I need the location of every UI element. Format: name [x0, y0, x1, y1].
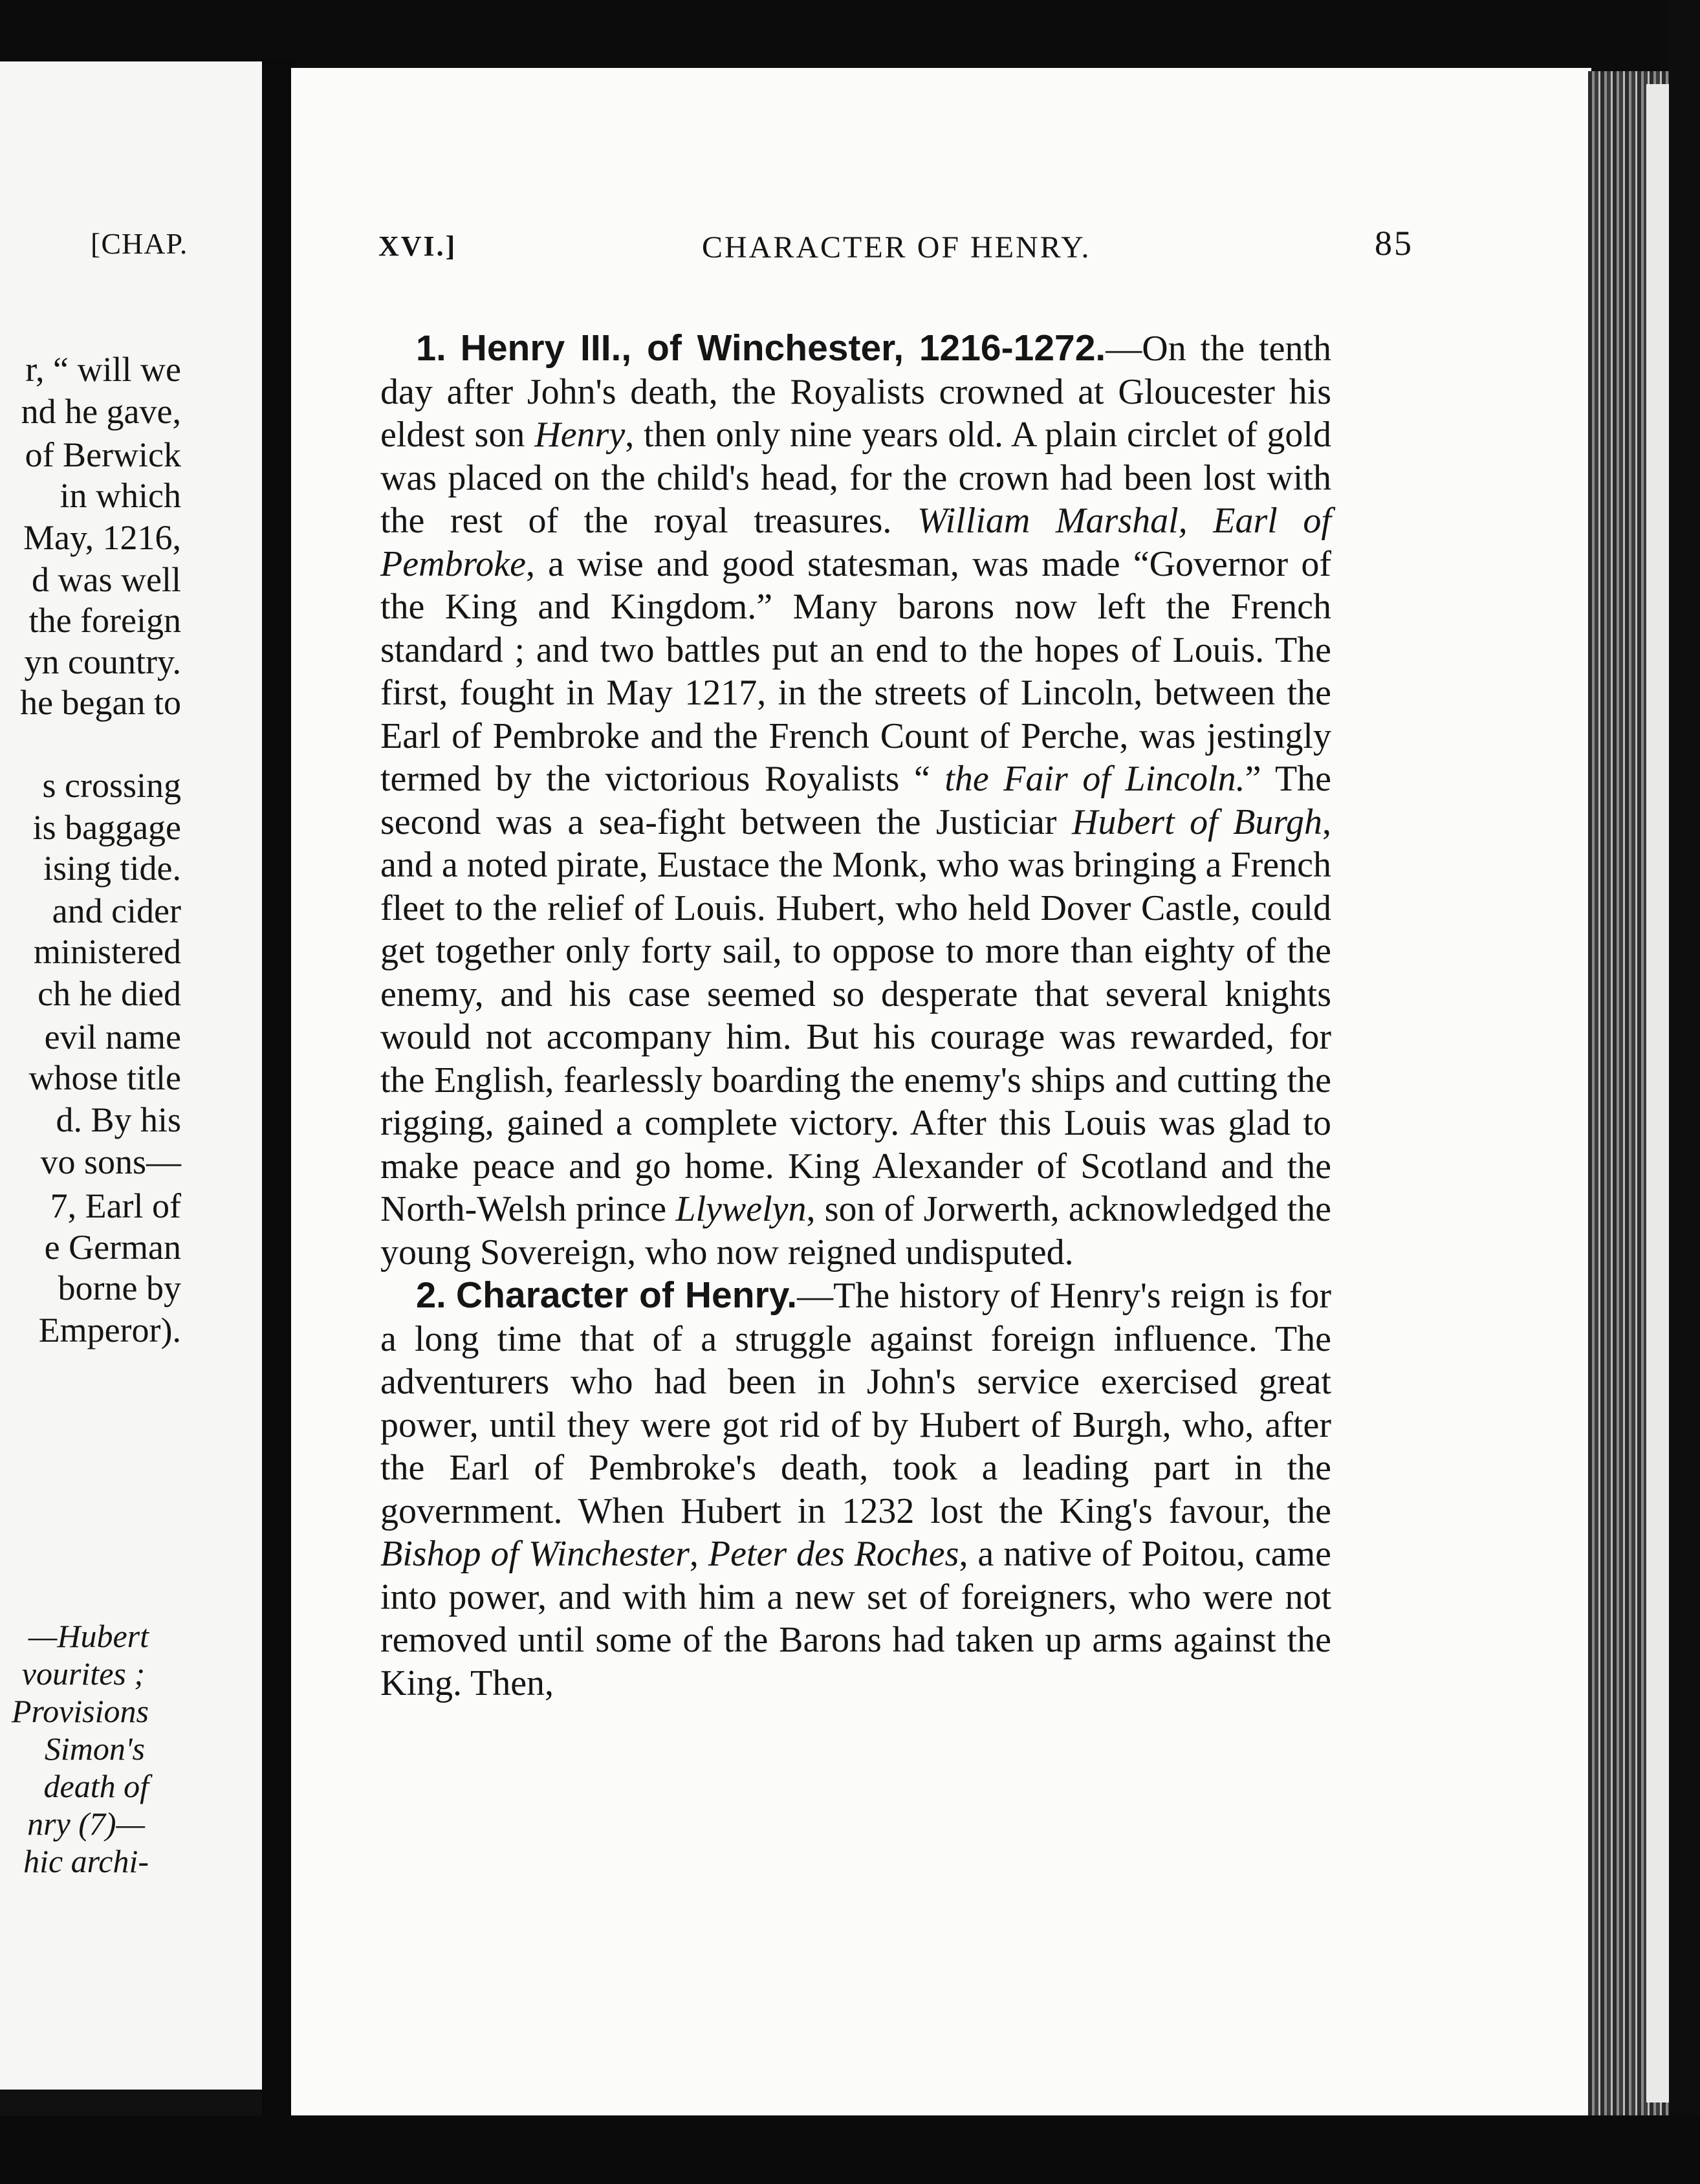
left-page-margin-note-line: Simon's [44, 1731, 145, 1767]
section-1-text-c: , a wise and good statesman, was made “Governor of the King and Kingdom.” Many barons now left the French standard ; and two battles put an end to the hopes of Louis. The first, fought in May 1217, in the streets of Lincoln, between the Earl of Pembroke and the French Count of Perche, was jestingly termed by the victorious Royalists “ [380, 543, 1331, 799]
running-head [378, 223, 1591, 281]
left-page-line: s crossing [42, 766, 181, 805]
left-page-margin-note-line: death of [43, 1768, 149, 1804]
left-page-line: of Berwick [25, 435, 181, 474]
left-page-line: d. By his [56, 1100, 181, 1139]
left-page-line: d was well [32, 560, 181, 599]
left-page-margin-note-line: —Hubert [28, 1618, 149, 1654]
left-page-line: ising tide. [43, 849, 181, 888]
left-page-line: May, 1216, [23, 518, 181, 557]
book-gutter [262, 58, 294, 2115]
next-page-edge [1646, 84, 1669, 2102]
left-page [0, 61, 265, 2090]
page-number: 85 [1375, 224, 1413, 263]
right-page [291, 68, 1591, 2122]
left-page-line: whose title [28, 1058, 181, 1097]
section-1-name-marshal: William Marshal, Earl of Pembroke [380, 501, 1331, 584]
section-1-number: 1. [416, 327, 446, 368]
section-1-text-d: ” The second was a sea-fight between the Justiciar [380, 759, 1332, 842]
section-1-text-b: , then only nine years old. A plain circlet of gold was placed on the child's head, for the crown had been lost with the rest of the royal treasures. [380, 415, 1331, 541]
section-1-text-e: , and a noted pirate, Eustace the Monk, who was bringing a French fleet to the relief of Louis. Hubert, who held Dover Castle, could get together only forty sail, to oppose to more than eighty of the enemy, and his case seemed so desperate that several knights would not accompany him. But his courage was rewarded, for the English, fearlessly boarding the enemy's ships and cutting the rigging, gained a complete victory. After this Louis was glad to make peace and go home. King Alexander of Scotland and the North-Welsh prince [380, 802, 1331, 1229]
left-page-line: ministered [34, 932, 181, 971]
left-page-line: vo sons— [40, 1142, 181, 1181]
left-page-margin-note-line: Provisions [11, 1693, 149, 1729]
left-page-line: ch he died [38, 974, 181, 1013]
section-2-paragraph [380, 1274, 1331, 1705]
section-1-name-llywelyn: Llywelyn [675, 1189, 807, 1229]
left-page-line: Emperor). [38, 1311, 181, 1349]
left-page-line: r, “ will we [25, 350, 181, 389]
page-body [380, 327, 1331, 1705]
section-1-heading: Henry III., of Winchester, 1216-1272. [460, 327, 1106, 369]
section-1-text-f: , son of Jorwerth, acknowledged the young Sovereign, who now reigned undisputed. [380, 1189, 1331, 1272]
running-title: CHARACTER OF HENRY. [702, 230, 1091, 265]
left-page-margin-note-line: nry (7)— [27, 1806, 145, 1842]
left-page-line: e German [44, 1228, 181, 1267]
left-page-line: yn country. [24, 642, 181, 681]
left-page-line: the foreign [28, 601, 181, 640]
left-page-line: evil name [44, 1018, 181, 1056]
left-page-line: is baggage [32, 808, 181, 847]
left-page-line: borne by [58, 1269, 181, 1307]
left-page-line: 7, Earl of [50, 1186, 181, 1225]
section-1-paragraph [380, 327, 1331, 1274]
section-1-text-a: —On the tenth day after John's death, the Royalists crowned at Gloucester his eldest son [380, 329, 1332, 455]
background-right [1669, 0, 1700, 2184]
section-2-text-a: —The history of Henry's reign is for a long time that of a struggle against foreign influence. The adventurers who had been in John's service exercised great power, until they were got rid of by Hubert of Burgh, who, after the Earl of Pembroke's death, took a leading part in the government. When Hubert in 1232 lost the King's favour, the [380, 1276, 1332, 1531]
background-bottom [0, 2115, 1700, 2184]
left-page-line: nd he gave, [21, 392, 181, 431]
left-page-line: he began to [20, 683, 181, 722]
section-2-name-bishop: Bishop of Winchester [380, 1534, 690, 1574]
chapter-number: XVI.] [378, 230, 457, 262]
section-2-heading: Character of Henry. [455, 1274, 798, 1316]
left-page-line: in which [60, 476, 181, 515]
left-running-head: [CHAP. [91, 227, 188, 260]
section-2-name-peter: Peter des Roches [708, 1534, 959, 1574]
left-page-line: and cider [52, 891, 181, 930]
left-page-margin-note-line: hic archi- [23, 1843, 149, 1879]
section-1-fair-of-lincoln: the Fair of Lincoln. [944, 759, 1245, 799]
left-page-margin-note-line: vourites ; [21, 1655, 145, 1692]
section-1-name-henry: Henry [534, 415, 626, 455]
section-2-text-b: , [689, 1534, 708, 1574]
section-2-text-c: , a native of Poitou, came into power, and with him a new set of foreigners, who were not removed until some of the Barons had taken up arms against the King. Then, [380, 1534, 1331, 1703]
section-2-number: 2. [416, 1274, 446, 1315]
section-1-name-hubert: Hubert of Burgh [1072, 802, 1322, 842]
